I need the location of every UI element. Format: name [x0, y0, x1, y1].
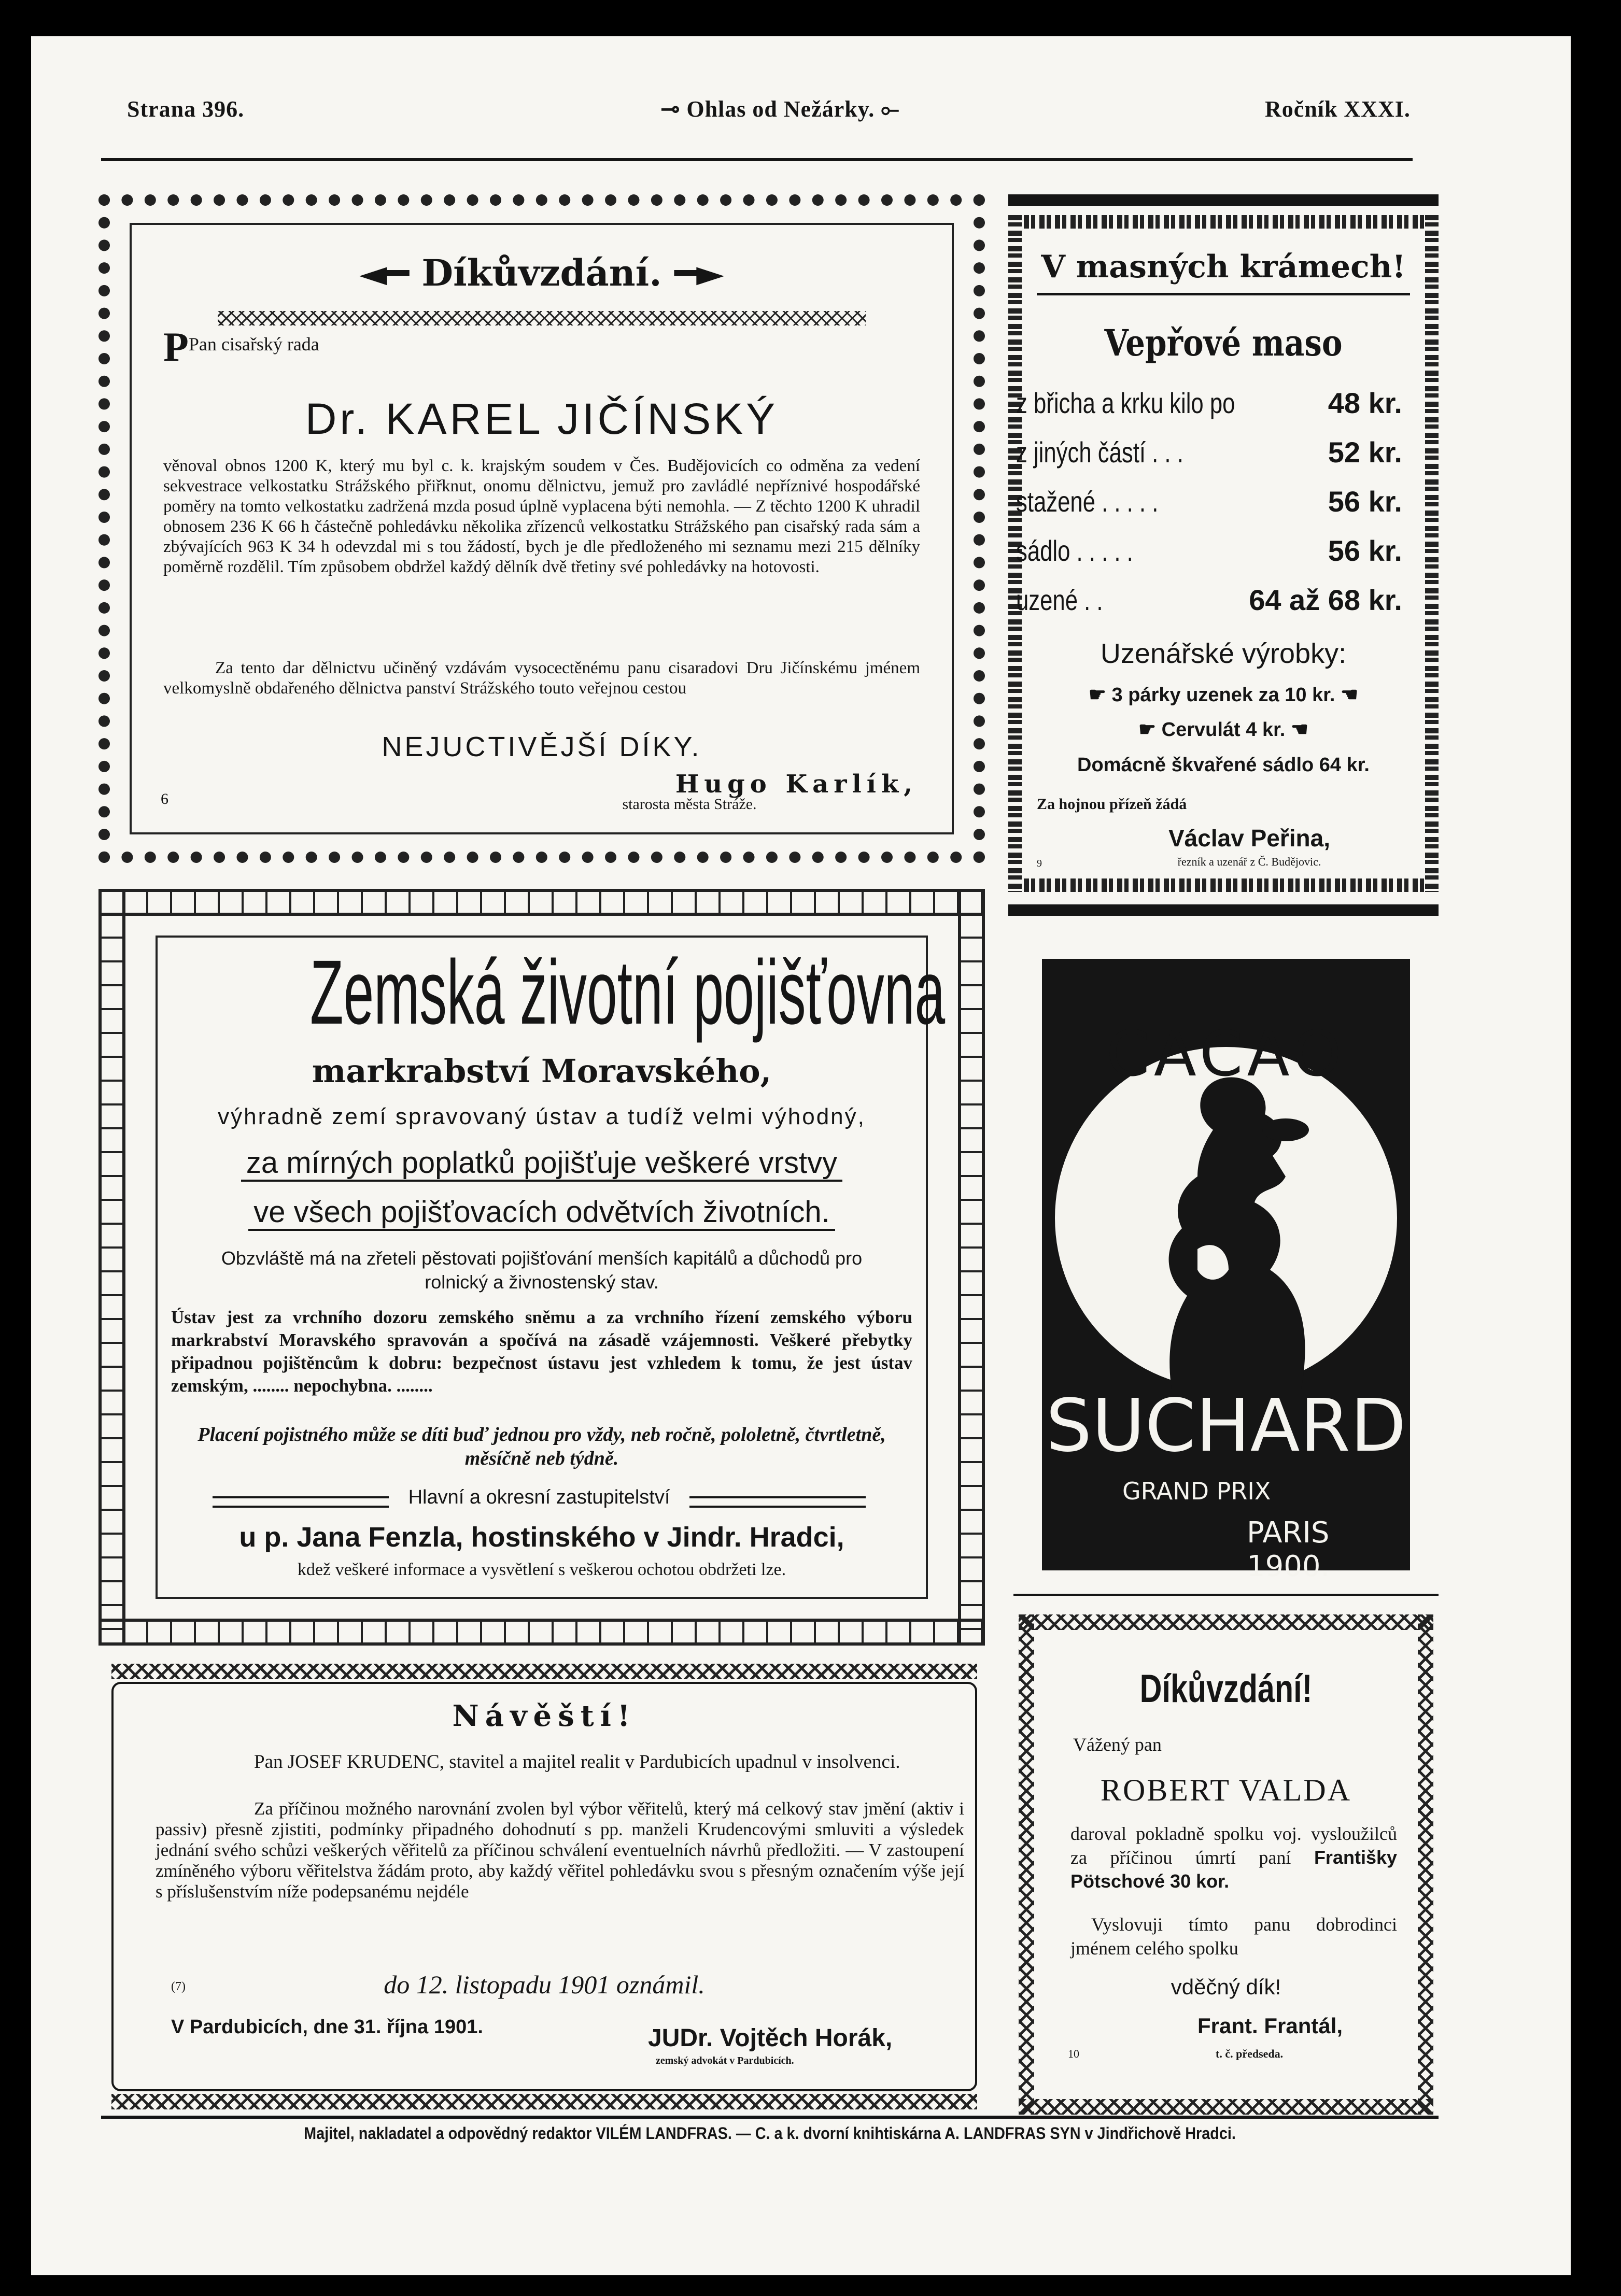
insurance-title-wrap: [156, 942, 946, 1043]
notice-signature: JUDr. Vojtěch Horák,: [648, 2024, 893, 2052]
insurance-line-3: ve všech pojišťovacích odvětvích životních.: [248, 1195, 835, 1231]
thick-rule-top: [1008, 194, 1439, 206]
butcher-heading: V masných krámech!: [1041, 249, 1406, 285]
insurance-subtitle: markrabství Moravského,: [312, 1052, 772, 1090]
diamond-border-top: [1019, 1614, 1433, 1630]
price-item: z jiných částí . . .: [1016, 436, 1183, 469]
valda-para-1-text: daroval pokladně spolku voj. vysloužilců za příčinou úmrtí paní: [1070, 1823, 1397, 1868]
butcher-subheading: Vepřové maso: [1104, 321, 1343, 364]
insurance-title: Zemská životní pojišťovna: [310, 942, 946, 1043]
ad-number: 6: [161, 790, 168, 807]
closing: NEJUCTIVĚJŠÍ DÍKY.: [382, 731, 702, 762]
hand-right-icon: ⟜: [881, 96, 900, 122]
award-label: GRAND PRIX: [1122, 1477, 1271, 1505]
ad-title: Díkůvzdání.: [421, 251, 662, 294]
paper-title: [625, 96, 936, 122]
insurance-line-2: za mírných poplatků pojišťuje veškeré vrstvy: [241, 1146, 842, 1182]
valda-title: Díkůvzdání!: [1139, 1667, 1313, 1711]
header-rule: [101, 158, 1413, 161]
spike-border-bottom: [98, 1619, 985, 1646]
heading-underline: [1037, 293, 1410, 295]
hand-left-icon: ⊸: [660, 96, 681, 122]
notice-signature-title: zemský advokát v Pardubicích.: [656, 2055, 794, 2066]
salutation: Pan cisařský rada: [188, 334, 319, 355]
products-heading: Uzenářské výrobky:: [1100, 638, 1347, 669]
diamond-border-top: [111, 1664, 977, 1679]
brand-label: SUCHARD: [1046, 1384, 1406, 1468]
product-line-1: [1024, 683, 1423, 706]
price-item: z břicha a krku kilo po: [1016, 387, 1235, 419]
insurance-para-2: Ústav jest za vrchního dozoru zemského sněmu a za vrchního řízení zemského výboru markrabství Moravského spravován a spočívá na zásadě vzájemnosti. Veškeré přebytky připadnou pojištěncům k dobru: bezpečnost ústavu jest vzhledem k tomu, že jest ústav zemským, ........ nepochybna. ........: [171, 1307, 912, 1396]
agency-label: Hlavní a okresní zastupitelství: [408, 1486, 670, 1508]
double-rule-left: [213, 1496, 389, 1508]
greek-key-border-bottom: [1008, 878, 1439, 892]
ad-cacao-suchard: [1042, 959, 1410, 1583]
greek-key-border-right: [1425, 215, 1439, 892]
valda-para-1: [1070, 1822, 1397, 1893]
insurance-footer: kdež veškeré informace a vysvětlení s veškerou ochotou obdržeti lze.: [297, 1560, 786, 1579]
footer-imprint: Majitel, nakladatel a odpovědný redaktor VILÉM LANDFRAS. — C. a k. dvorní knihtiskárna A. LANDFRAS SYN v Jindřichově Hradci.: [304, 2124, 1236, 2143]
ad-thanks-jicinsky: [98, 194, 985, 863]
valda-closing: vděčný dík!: [1171, 1975, 1281, 1999]
diamond-border-bottom: [1019, 2099, 1433, 2115]
price-value: 64 až 68 kr.: [1249, 584, 1402, 616]
initial-letter-icon: P: [163, 324, 189, 370]
ad-number: 10: [1068, 2047, 1079, 2060]
pointing-hand-left-icon: ◄━: [359, 251, 409, 294]
cacao-rule: [1013, 1594, 1439, 1596]
diamond-border-bottom: [111, 2094, 977, 2109]
honoree-name: Dr. KAREL JIČÍNSKÝ: [305, 394, 779, 443]
ad-number: 9: [1037, 858, 1042, 869]
thick-rule-bottom: [1008, 904, 1439, 916]
owner-title: řezník a uzenář z Č. Budějovic.: [1177, 855, 1321, 868]
greek-key-border-top: [1008, 215, 1439, 229]
insurance-para-3: Placení pojistného může se díti buď jednou pro vždy, neb ročně, pololetně, čtvrtletně, měsíčně neb týdně.: [198, 1424, 886, 1469]
ad-number: (7): [171, 1980, 186, 1993]
price-item: uzené . .: [1016, 584, 1103, 616]
price-value: 56 kr.: [1328, 485, 1402, 518]
product-3: Domácně škvařené sádlo 64 kr.: [1077, 754, 1370, 776]
price-value: 56 kr.: [1328, 534, 1402, 567]
spike-border-left: [98, 889, 125, 1646]
price-value: 52 kr.: [1328, 436, 1402, 469]
volume-label: Ročník XXXI.: [1265, 96, 1411, 122]
paragraph-1: věnoval obnos 1200 K, který mu byl c. k. krajským soudem v Čes. Budějovicích co odměna za vedení sekvestrace velkostatku Strážského přiřknut, onomu dělnictvu, jemuž pro zavládlé nepříznivé hospodářské poměry na tomto velkostatku zadržená mzda posud úplně vyplacena býti nemohla. — Z těchto 1200 K uhradil obnosem 236 K 66 h částečně pohledávku několika zřízenců velkostatku Strážského pan cisařský rada sám a zbývajících 963 K 34 h odevzdal mi s tou žádostí, bych je dle předloženého mi seznamu mezi 215 dělníky poměrně rozdělil. Tím způsobem obdržel každý dělník dvě třetiny své pohledávky na hotovosti.: [163, 457, 920, 576]
product-line-2: [1024, 718, 1423, 741]
signature-title: starosta města Stráže.: [622, 796, 757, 813]
city-label: PARIS 1900.: [1247, 1516, 1330, 1583]
valda-signature-title: t. č. předseda.: [1216, 2047, 1284, 2060]
pointing-hand-left-icon: ☚: [1341, 684, 1359, 706]
pointing-hand-right-icon: ☛: [1088, 684, 1106, 706]
place-date: V Pardubicích, dne 31. října 1901.: [171, 2016, 483, 2038]
insurance-para-1: Obzvláště má na zřeteli pěstovati pojišťování menších kapitálů a důchodů pro rolnický a živnostenský stav.: [221, 1248, 863, 1293]
spike-border-right: [958, 889, 985, 1646]
insurance-line-1: výhradně zemí spravovaný ústav a tudíž velmi výhodný,: [218, 1104, 866, 1129]
owner-name: Václav Peřina,: [1168, 825, 1330, 852]
salutation-row: [163, 324, 941, 370]
paragraph-2: Za tento dar dělnictvu učiněný vzdávám vysocectěnému panu cisaradovi Dru Jičínskému jménem velkomyslně obdařeného dělnictva panství Strážského touto veřejnou cestou: [163, 659, 920, 698]
footer-rule: [101, 2116, 1439, 2119]
price-value: 48 kr.: [1328, 387, 1402, 419]
pointing-hand-right-icon: ━►: [674, 251, 724, 294]
page-number-label: Strana 396.: [127, 96, 245, 122]
valda-name: ROBERT VALDA: [1100, 1773, 1352, 1807]
cacao-text-layer: [1042, 959, 1410, 1583]
spike-border-top: [98, 889, 985, 916]
ad-title-row: [130, 251, 954, 294]
valda-para-1-bold: Františky Pötschové 30 kor.: [1070, 1847, 1398, 1892]
zigzag-divider: [218, 311, 866, 325]
cacao-label: CACAO: [1106, 1018, 1346, 1090]
insurance-line-2-wrap: [156, 1145, 928, 1180]
notice-title: Návěští!: [452, 1699, 637, 1733]
price-item: stažené . . . . .: [1016, 485, 1159, 518]
product-1: 3 párky uzenek za 10 kr.: [1111, 684, 1335, 706]
pointing-hand-right-icon: ☛: [1138, 719, 1157, 741]
diamond-border-left: [1019, 1614, 1034, 2115]
notice-deadline: do 12. listopadu 1901 oznámil.: [384, 1970, 705, 1999]
valda-para-2: Vyslovuji tímto panu dobrodinci jménem celého spolku: [1070, 1914, 1397, 1959]
notice-para-2: Za příčinou možného narovnání zvolen byl výbor věřitelů, který má celkový stav jmění (aktiv i passiv) přesně zjistiti, podmínky připadného dohodnutí s pp. manželi Krudencovými smluviti a výsledek jednání svého schůzi veškerých věřitelů za příčinou schválení eventuelních návrhů předložiti. — V zastoupení zmíněného výboru věřitelstva žádám proto, aby každý věřitel pohledávku svou s přesným označením výše její s příslušenstvím níže podepsanému nejdéle: [156, 1798, 964, 1902]
request-line: Za hojnou přízeň žádá: [1037, 796, 1187, 813]
price-item: sádlo . . . . .: [1016, 534, 1133, 567]
agent-name: u p. Jana Fenzla, hostinského v Jindr. Hradci,: [239, 1522, 844, 1553]
product-2: Cervulát 4 kr.: [1161, 719, 1286, 741]
pointing-hand-left-icon: ☚: [1290, 719, 1308, 741]
valda-signature: Frant. Frantál,: [1197, 2014, 1343, 2038]
double-rule-right: [689, 1496, 866, 1508]
insurance-line-3-wrap: [156, 1195, 928, 1229]
valda-salutation: Vážený pan: [1073, 1734, 1162, 1755]
signature: Hugo Karlík,: [675, 770, 918, 799]
paper-title-text: Ohlas od Nežárky.: [686, 96, 875, 122]
notice-para-1: Pan JOSEF KRUDENC, stavitel a majitel realit v Pardubicích upadnul v insolvenci.: [254, 1751, 900, 1773]
diamond-border-right: [1418, 1614, 1433, 2115]
